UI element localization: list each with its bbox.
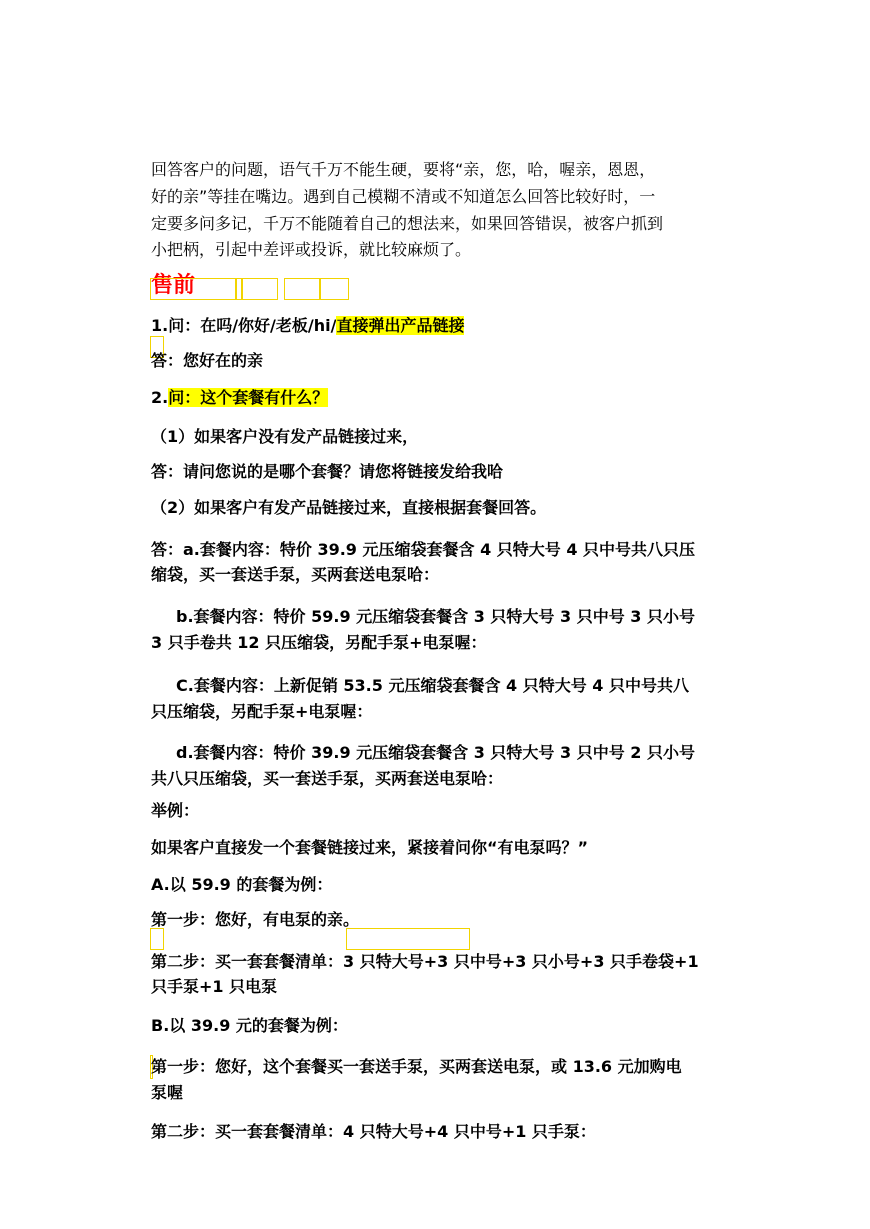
example-b-step-1-line-1: 第一步：您好，这个套餐买一套送手泵，买两套送电泵，或 13.6 元加购电 <box>151 1057 682 1076</box>
package-c-line-1: C.套餐内容：上新促销 53.5 元压缩袋套餐含 4 只特大号 4 只中号共八 <box>176 676 689 695</box>
intro-line-4: 小把柄，引起中差评或投诉，就比较麻烦了。 <box>151 240 472 259</box>
package-b-line-2: 3 只手卷共 12 只压缩袋，另配手泵+电泵喔： <box>151 633 487 652</box>
intro-line-1: 回答客户的问题，语气千万不能生硬，要将“亲，您，哈，喔亲，恩恩， <box>151 160 656 179</box>
package-c-line-2: 只压缩袋，另配手泵+电泵喔： <box>151 702 373 721</box>
package-d-line-2: 共八只压缩袋，买一套送手泵，买两套送电泵哈： <box>151 769 504 788</box>
package-a-line-2: 缩袋，买一套送手泵，买两套送电泵哈： <box>151 565 440 584</box>
example-b-title: B.以 39.9 元的套餐为例： <box>151 1016 348 1035</box>
field-box <box>346 928 470 950</box>
case-2: （2）如果客户有发产品链接过来，直接根据套餐回答。 <box>151 498 547 517</box>
section-title: 售前 <box>151 273 196 298</box>
example-a-step-2-line-2: 只手泵+1 只电泵 <box>151 977 278 996</box>
example-intro: 如果客户直接发一个套餐链接过来，紧接着问你“有电泵吗？” <box>151 838 589 857</box>
answer-2: 答：请问您说的是哪个套餐？请您将链接发给我哈 <box>151 462 504 481</box>
package-b-line-1: b.套餐内容：特价 59.9 元压缩袋套餐含 3 只特大号 3 只中号 3 只小号 <box>176 607 695 626</box>
question-1 <box>151 316 464 336</box>
field-box <box>150 278 236 300</box>
answer-1: 答：您好在的亲 <box>151 351 264 370</box>
field-box <box>150 928 164 950</box>
example-b-step-2: 第二步：买一套套餐清单：4 只特大号+4 只中号+1 只手泵： <box>151 1122 596 1141</box>
example-label: 举例： <box>151 801 200 820</box>
package-a-line-1: 答：a.套餐内容：特价 39.9 元压缩袋套餐含 4 只特大号 4 只中号共八只压 <box>151 540 696 559</box>
question-1-highlight: 直接弹出产品链接 <box>336 316 465 335</box>
field-box <box>284 278 320 300</box>
example-b-step-1-line-2: 泵喔 <box>151 1083 184 1102</box>
example-a-step-1: 第一步：您好，有电泵的亲。 <box>151 910 360 929</box>
intro-line-3: 定要多问多记，千万不能随着自己的想法来，如果回答错误，被客户抓到 <box>151 214 664 233</box>
question-1-text: 1.问：在吗/你好/老板/hi/ <box>151 316 337 335</box>
question-2-highlight: 问：这个套餐有什么？ <box>168 388 329 407</box>
package-d-line-1: d.套餐内容：特价 39.9 元压缩袋套餐含 3 只特大号 3 只中号 2 只小号 <box>176 743 695 762</box>
field-box <box>320 278 349 300</box>
case-1: （1）如果客户没有发产品链接过来， <box>151 427 419 446</box>
example-a-step-2-line-1: 第二步：买一套套餐清单：3 只特大号+3 只中号+3 只小号+3 只手卷袋+1 <box>151 952 699 971</box>
question-2 <box>151 388 328 408</box>
question-2-number: 2. <box>151 388 169 407</box>
field-box <box>242 278 278 300</box>
intro-line-2: 好的亲”等挂在嘴边。遇到自己模糊不清或不知道怎么回答比较好时，一 <box>151 187 656 206</box>
example-a-title: A.以 59.9 的套餐为例： <box>151 875 333 894</box>
